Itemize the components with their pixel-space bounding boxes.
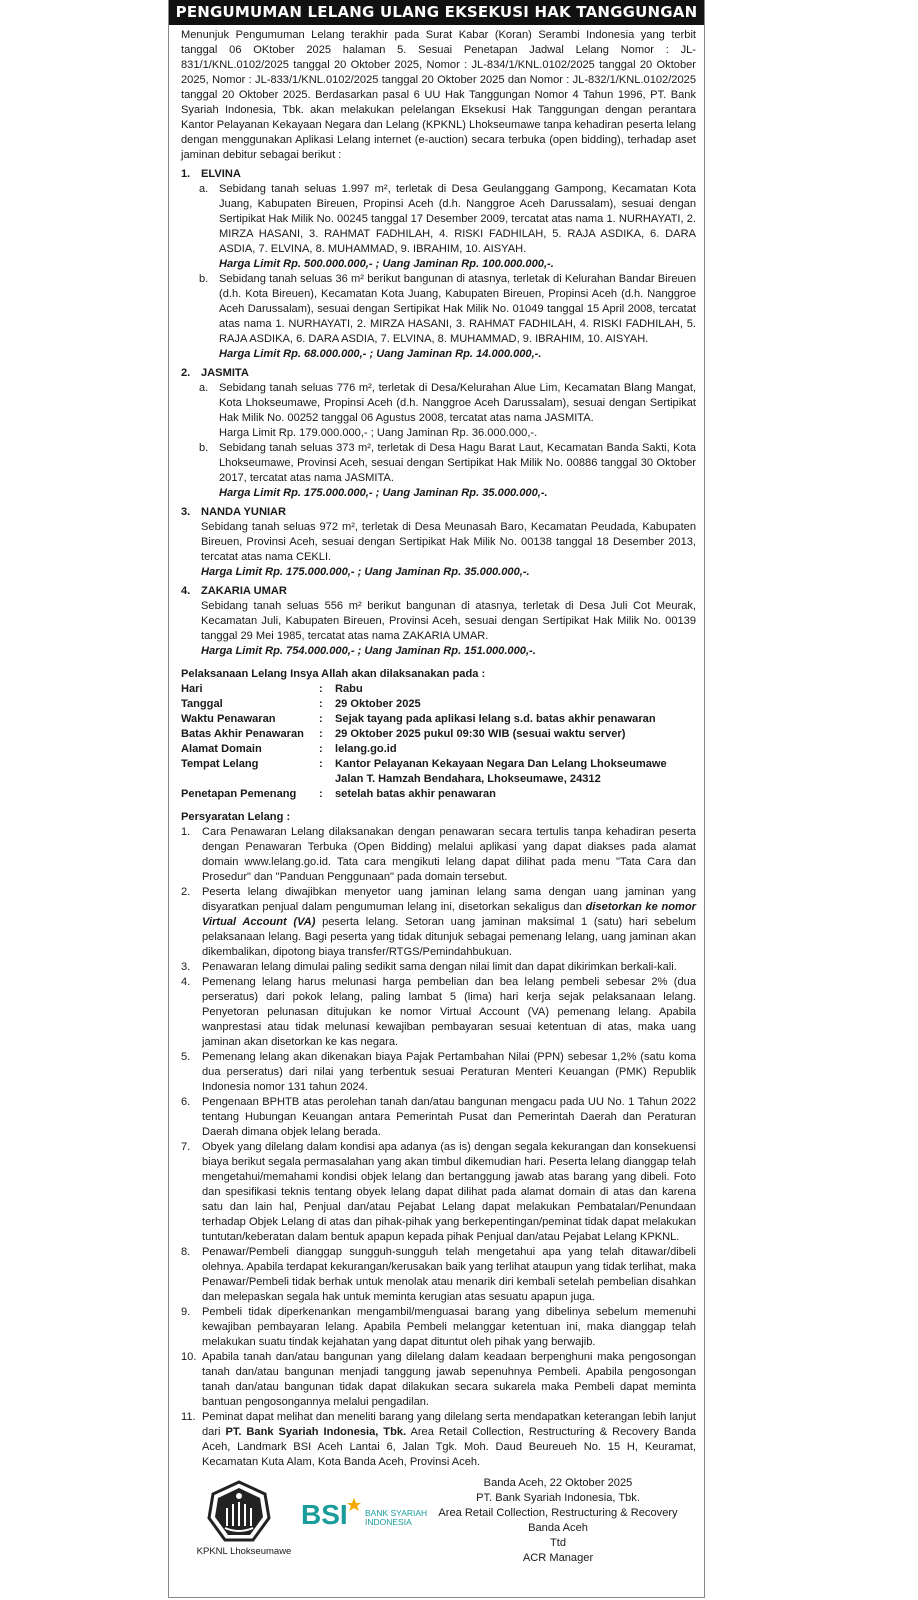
schedule-row	[181, 697, 696, 712]
schedule-colon: :	[319, 788, 323, 800]
term-item	[181, 1050, 696, 1095]
schedule-value: Kantor Pelayanan Kekayaan Negara Dan Lelang Lhokseumawe	[335, 758, 667, 770]
debtor-number: 1.	[181, 168, 191, 180]
schedule-value: setelah batas akhir penawaran	[335, 788, 496, 800]
term-text: Pembeli tidak diperkenankan mengambil/menguasai barang yang dibelinya sebelum memenuhi kewajiban pembayaran lelang. Apabila Pembeli melanggar ketentuan ini, maka dianggap telah melakukan suatu tindak kejahatan yang dapat dituntut oleh pihak yang berwajib.	[202, 1306, 696, 1348]
bsi-subtitle-2: INDONESIA	[365, 1517, 412, 1527]
schedule-row	[181, 757, 696, 787]
term-text: Peserta lelang diwajibkan menyetor uang jaminan lelang sama dengan uang jaminan yang disyaratkan penjual dalam pengumuman lelang ini, disetorkan sekaligus dan disetorkan ke nomor Virtual Account (VA) peserta lelang. Setoran uang jaminan maksimal 1 (satu) hari sebelum pelaksanaan lelang. Bagi peserta yang tidak ditunjuk sebagai pemenang lelang, uang jaminan akan dikembalikan, dipotong biaya transfer/RTGS/Pemindahbukuan.	[202, 886, 697, 958]
term-item	[181, 960, 696, 975]
kpknl-label: KPKNL Lhokseumawe	[196, 1546, 292, 1557]
asset-price: Harga Limit Rp. 175.000.000,- ; Uang Jaminan Rp. 35.000.000,-.	[219, 487, 548, 499]
signature-city: Banda Aceh	[528, 1522, 588, 1534]
term-text: Pemenang lelang harus melunasi harga pembelian dan bea lelang pembeli sebesar 2% (dua perseratus) dari pokok lelang, paling lambat 5 (lima) hari kerja sejak pelaksanaan lelang. Penyetoran pelunasan ditujukan ke nomor Virtual Account (VA) pemenang lelang. Apabila wanprestasi atau tidak melunasi kewajiban pembayaran sesuai ketentuan di atas, maka uang jaminan akan disetorkan ke kas negara.	[202, 976, 696, 1048]
term-number: 6.	[181, 1096, 191, 1108]
schedule-value-address: Jalan T. Hamzah Bendahara, Lhokseumawe, 24312	[335, 773, 601, 785]
asset-item	[181, 441, 696, 501]
asset-letter: b.	[199, 273, 209, 285]
term-number: 3.	[181, 961, 191, 973]
asset-description: Sebidang tanah seluas 1.997 m², terletak di Desa Geulanggang Gampong, Kecamatan Kota Juang, Kabupaten Bireuen, Propinsi Aceh (d.h. Nanggroe Aceh Darussalam), sesuai dengan Sertipikat Hak Milik No. 00245 tanggal 17 Desember 2009, tercatat atas nama 1. NURHAYATI, 2. MIRZA HASANI, 3. RAHMAT FADHILAH, 4. RISKI FADHILAH, 5. RAJA ASDIKA, 6. DARA ASDIA, 7. ELVINA, 8. MUHAMMAD, 9. IBRAHIM, 10. AISYAH.	[219, 183, 696, 255]
term-number: 5.	[181, 1051, 191, 1063]
schedule-label: Waktu Penawaran	[181, 713, 276, 725]
debtor-section	[181, 366, 696, 501]
asset-price: Harga Limit Rp. 175.000.000,- ; Uang Jaminan Rp. 35.000.000,-.	[201, 566, 530, 578]
term-item	[181, 1140, 696, 1245]
debtor-heading	[181, 584, 696, 599]
asset-description: Sebidang tanah seluas 556 m² berikut bangunan di atasnya, terletak di Desa Juli Cot Meurak, Kecamatan Juli, Kabupaten Bireuen, Provinsi Aceh, sesuai dengan Sertipikat Hak Milik No. 00139 tanggal 29 Mei 1985, tercatat atas nama ZAKARIA UMAR.	[201, 600, 696, 642]
asset-item	[181, 182, 696, 272]
schedule-row	[181, 712, 696, 727]
term-emphasis: disetorkan ke nomor Virtual Account (VA)	[202, 901, 696, 928]
term-number: 7.	[181, 1141, 191, 1153]
term-text: Pemenang lelang akan dikenakan biaya Pajak Pertambahan Nilai (PPN) sebesar 1,2% (satu koma dua perseratus) dari nilai yang terbentuk sesuai Peraturan Menteri Keuangan (PMK) Republik Indonesia nomor 131 tahun 2024.	[202, 1051, 696, 1093]
term-text: Peminat dapat melihat dan meneliti barang yang dilelang serta mendapatkan keterangan lebih lanjut dari PT. Bank Syariah Indonesia, Tbk. Area Retail Collection, Restructuring & Recovery Banda Aceh, Landmark BSI Aceh Lantai 6, Jalan Tgk. Moh. Daud Beureueh No. 15 H, Keuramat, Kecamatan Kuta Alam, Kota Banda Aceh, Provinsi Aceh.	[202, 1411, 696, 1468]
schedule-label: Alamat Domain	[181, 743, 262, 755]
domain-link[interactable]: lelang.go.id	[335, 743, 397, 755]
terms-heading: Persyaratan Lelang :	[181, 811, 291, 823]
debtor-number: 4.	[181, 585, 191, 597]
schedule-row	[181, 787, 696, 802]
debtor-name: NANDA YUNIAR	[201, 506, 287, 518]
signature-block	[428, 1476, 688, 1566]
term-text: Penawaran lelang dimulai paling sedikit sama dengan nilai limit dan dapat dikirimkan berkali-kali.	[202, 961, 677, 973]
asset-description: Sebidang tanah seluas 36 m² berikut bangunan di atasnya, terletak di Kelurahan Bandar Bireuen (d.h. Kota Bireuen), Kecamatan Kota Juang, Kabupaten Bireuen, Propinsi Aceh (d.h. Nanggroe Aceh Darussalam), sesuai dengan Sertipikat Hak Milik No. 01049 tanggal 15 April 2008, tercatat atas nama 1. NURHAYATI, 2. MIRZA HASANI, 3. RAHMAT FADHILAH, 4. RISKI FADHILAH, 5. RAJA ASDIKA, 6. DARA ASDIA, 7. ELVINA, 8. MUHAMMAD, 9. IBRAHIM, 10. AISYAH.	[219, 273, 696, 345]
schedule-row	[181, 682, 696, 697]
debtor-section	[181, 167, 696, 362]
schedule-table	[181, 682, 696, 802]
bsi-logo	[299, 1494, 439, 1534]
signature-role: ACR Manager	[522, 1552, 594, 1564]
term-number: 1.	[181, 826, 191, 838]
signature-company: PT. Bank Syariah Indonesia, Tbk.	[476, 1492, 640, 1504]
term-item	[181, 885, 696, 960]
asset-letter: a.	[199, 382, 209, 394]
debtor-name: ELVINA	[201, 168, 241, 180]
term-number: 4.	[181, 976, 191, 988]
schedule-value: Rabu	[335, 683, 363, 695]
debtor-section	[181, 584, 696, 659]
term-item	[181, 1350, 696, 1410]
asset-description: Sebidang tanah seluas 776 m², terletak di Desa/Kelurahan Alue Lim, Kecamatan Blang Mangat, Kota Lhokseumawe, Propinsi Aceh (d.h. Nanggroe Aceh Darussalam), sesuai dengan Sertipikat Hak Milik No. 00252 tanggal 06 Agustus 2008, tercatat atas nama JASMITA.	[219, 382, 696, 424]
term-number: 10.	[181, 1351, 197, 1363]
term-item	[181, 975, 696, 1050]
signature-ttd: Ttd	[549, 1537, 567, 1549]
term-number: 8.	[181, 1246, 191, 1258]
footer	[181, 1476, 696, 1568]
schedule-row	[181, 742, 696, 757]
term-number: 9.	[181, 1306, 191, 1318]
schedule-colon: :	[319, 758, 323, 770]
asset-price: Harga Limit Rp. 754.000.000,- ; Uang Jaminan Rp. 151.000.000,-.	[201, 645, 536, 657]
asset-item	[181, 381, 696, 441]
schedule-value: 29 Oktober 2025	[335, 698, 421, 710]
asset-description: Sebidang tanah seluas 972 m², terletak di Desa Meunasah Baro, Kecamatan Peudada, Kabupaten Bireuen, Provinsi Aceh, sesuai dengan Sertipikat Hak Milik No. 00138 tanggal 18 Desember 2013, tercatat atas nama CEKLI.	[201, 521, 696, 563]
term-emphasis: PT. Bank Syariah Indonesia, Tbk.	[225, 1426, 407, 1438]
bsi-star-icon	[347, 1498, 361, 1511]
schedule-label: Tanggal	[181, 698, 223, 710]
schedule-colon: :	[319, 698, 323, 710]
schedule-value: 29 Oktober 2025 pukul 09:30 WIB (sesuai waktu server)	[335, 728, 626, 740]
signature-place-date: Banda Aceh, 22 Oktober 2025	[483, 1477, 633, 1489]
asset-price: Harga Limit Rp. 68.000.000,- ; Uang Jaminan Rp. 14.000.000,-.	[219, 348, 542, 360]
asset-price: Harga Limit Rp. 500.000.000,- ; Uang Jaminan Rp. 100.000.000,-.	[219, 258, 554, 270]
signature-division: Area Retail Collection, Restructuring & Recovery	[438, 1507, 678, 1519]
schedule-colon: :	[319, 743, 323, 755]
term-text: Obyek yang dilelang dalam kondisi apa adanya (as is) dengan segala kekurangan dan konsekuensi biaya berikut segala permasalahan yang akan timbul dikemudian hari. Peserta lelang dianggap telah mengetahui/memahami kondisi objek lelang dan bertanggung jawab atas barang yang dibeli. Foto dan spesifikasi teknis tentang obyek lelang dapat dilihat pada alamat domain di atas dan karena satu dan lain hal, Penjual dan/atau Pejabat Lelang dapat melakukan Pembatalan/Penundaan terhadap Objek Lelang di atas dan pihak-pihak yang berkepentingan/peminat tidak dapat melakukan tuntutan/keberatan dalam bentuk apapun kepada pihak Penjual dan/atau Pejabat Lelang KPKNL.	[202, 1141, 696, 1243]
term-item	[181, 1245, 696, 1305]
term-number: 11.	[181, 1411, 196, 1423]
term-item	[181, 1305, 696, 1350]
term-text: Cara Penawaran Lelang dilaksanakan dengan penawaran secara tertulis tanpa kehadiran peserta dengan Penawaran Terbuka (Open Bidding) melalui aplikasi yang dapat diakses pada alamat domain www.lelang.go.id. Tata cara mengikuti lelang dapat dilihat pada menu "Tata Cara dan Prosedur" dan "Panduan Penggunaan" pada domain tersebut.	[202, 826, 696, 883]
schedule-value: Sejak tayang pada aplikasi lelang s.d. batas akhir penawaran	[335, 713, 656, 725]
term-item	[181, 1095, 696, 1140]
asset-letter: b.	[199, 442, 209, 454]
bsi-wordmark: BSI	[301, 1499, 348, 1530]
schedule-row	[181, 727, 696, 742]
debtor-section	[181, 505, 696, 580]
term-number: 2.	[181, 886, 191, 898]
asset-description: Sebidang tanah seluas 373 m², terletak di Desa Hagu Barat Laut, Kecamatan Banda Sakti, Kota Lhokseumawe, Provinsi Aceh, sesuai dengan Sertipikat Hak Milik No. 00886 tanggal 30 Oktober 2017, tercatat atas nama JASMITA.	[219, 442, 696, 484]
debtor-number: 3.	[181, 506, 191, 518]
schedule-colon: :	[319, 728, 323, 740]
asset-letter: a.	[199, 183, 209, 195]
schedule-heading: Pelaksanaan Lelang Insya Allah akan dilaksanakan pada :	[181, 668, 486, 680]
announcement-body	[169, 25, 704, 1568]
asset-price: Harga Limit Rp. 179.000.000,- ; Uang Jaminan Rp. 36.000.000,-.	[219, 427, 538, 439]
debtor-number: 2.	[181, 367, 191, 379]
debtor-name: ZAKARIA UMAR	[201, 585, 287, 597]
term-text: Apabila tanah dan/atau bangunan yang dilelang dalam keadaan berpenghuni maka pengosongan tanah dan/atau bangunan menjadi tanggung jawab sepenuhnya Pembeli. Apabila pengosongan tanah dan/atau bangunan tidak dapat dilakukan secara sukarela maka Pembeli dapat meminta bantuan pengosongannya melalui pengadilan.	[202, 1351, 696, 1408]
term-item	[181, 825, 696, 885]
schedule-colon: :	[319, 683, 323, 695]
kpknl-emblem-icon	[207, 1480, 271, 1546]
schedule-label: Tempat Lelang	[181, 758, 259, 770]
debtor-name: JASMITA	[201, 367, 249, 379]
term-text: Penawar/Pembeli dianggap sungguh-sungguh telah mengetahui apa yang telah ditawar/dibeli olehnya. Apabila terdapat kekurangan/kerusakan baik yang terlihat ataupun yang tidak terlihat, maka Penawar/Pembeli tidak berhak untuk menolak atau menarik diri kembali setelah pembelian disahkan dan melepaskan segala hak untuk meminta kerugian atas sesuatu apapun juga.	[202, 1246, 696, 1303]
asset-item	[181, 272, 696, 362]
intro-paragraph: Menunjuk Pengumuman Lelang terakhir pada Surat Kabar (Koran) Serambi Indonesia yang terbit tanggal 06 OKtober 2025 halaman 5. Sesuai Penetapan Jadwal Lelang Nomor : JL-831/1/KNL.0102/2025 tanggal 20 Oktober 2025, Nomor : JL-834/1/KNL.0102/2025 tanggal 20 Oktober 2025, Nomor : JL-833/1/KNL.0102/2025 tanggal 20 Oktober 2025 dan Nomor : JL-832/1/KNL.0102/2025 tanggal 20 Oktober 2025. Berdasarkan pasal 6 UU Hak Tanggungan Nomor 4 Tahun 1996, PT. Bank Syariah Indonesia, Tbk. akan melakukan pelelangan Eksekusi Hak Tanggungan dengan perantara Kantor Pelayanan Kekayaan Negara dan Lelang (KPKNL) Lhokseumawe tanpa kehadiran peserta lelang dengan menggunakan Aplikasi Lelang internet (e-auction) secara terbuka (open bidding), terhadap aset jaminan debitur sebagai berikut :	[181, 29, 696, 161]
schedule-label: Hari	[181, 683, 203, 695]
bsi-subtitle-1: BANK SYARIAH	[365, 1508, 428, 1518]
schedule-label: Batas Akhir Penawaran	[181, 728, 304, 740]
debtor-heading	[181, 167, 696, 182]
schedule-colon: :	[319, 713, 323, 725]
term-text: Pengenaan BPHTB atas perolehan tanah dan/atau bangunan mengacu pada UU No. 1 Tahun 2022 tentang Hubungan Keuangan antara Pemerintah Pusat dan Pemerintah Daerah dan Peraturan Daerah dimana objek lelang berada.	[202, 1096, 696, 1138]
announcement	[168, 0, 705, 1598]
terms-list	[181, 825, 696, 1470]
debtor-heading	[181, 505, 696, 520]
term-item	[181, 1410, 696, 1470]
schedule-label: Penetapan Pemenang	[181, 788, 297, 800]
announcement-title: PENGUMUMAN LELANG ULANG EKSEKUSI HAK TANGGUNGAN	[169, 0, 704, 25]
debtor-heading	[181, 366, 696, 381]
